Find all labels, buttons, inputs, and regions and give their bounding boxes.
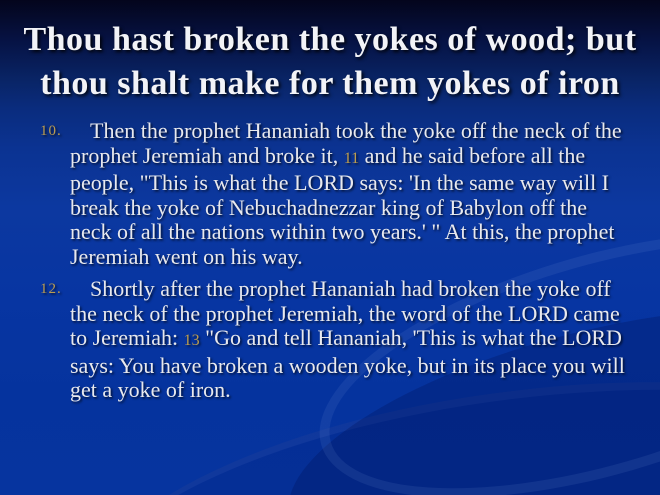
verse-number: 12. bbox=[40, 281, 62, 297]
inline-verse-number: 13 bbox=[183, 332, 200, 349]
verse-text-segment: Shortly after the prophet Hananiah had broken the yoke off the neck of the prophet Jeremiah, the word of the LORD came to Jeremiah: bbox=[70, 276, 620, 350]
verse-list bbox=[40, 119, 628, 411]
verse-paragraph bbox=[40, 119, 628, 269]
title-line-2: thou shalt make for them yokes of iron bbox=[40, 65, 620, 102]
inline-verse-number: 11 bbox=[343, 149, 360, 167]
title-line-1: Thou hast broken the yokes of wood; but bbox=[23, 21, 637, 58]
verse-text-segment: Then the prophet Hananiah took the yoke off the neck of the prophet Jeremiah and broke it, bbox=[70, 118, 622, 168]
slide-title bbox=[0, 0, 660, 106]
verse-paragraph bbox=[40, 277, 628, 403]
verse-number: 10. bbox=[40, 123, 62, 139]
verse-text-segment: "Go and tell Hananiah, 'This is what the LORD says: You have broken a wooden yoke, but in its place you will get a yoke of iron. bbox=[70, 325, 625, 402]
verse-text-segment: and he said before all the people, "This is what the LORD says: 'In the same way will I break the yoke of Nebuchadnezzar king of Babylon off the neck of all the nations within two years.' " At this, the prophet Jeremiah went on his way. bbox=[70, 142, 615, 269]
